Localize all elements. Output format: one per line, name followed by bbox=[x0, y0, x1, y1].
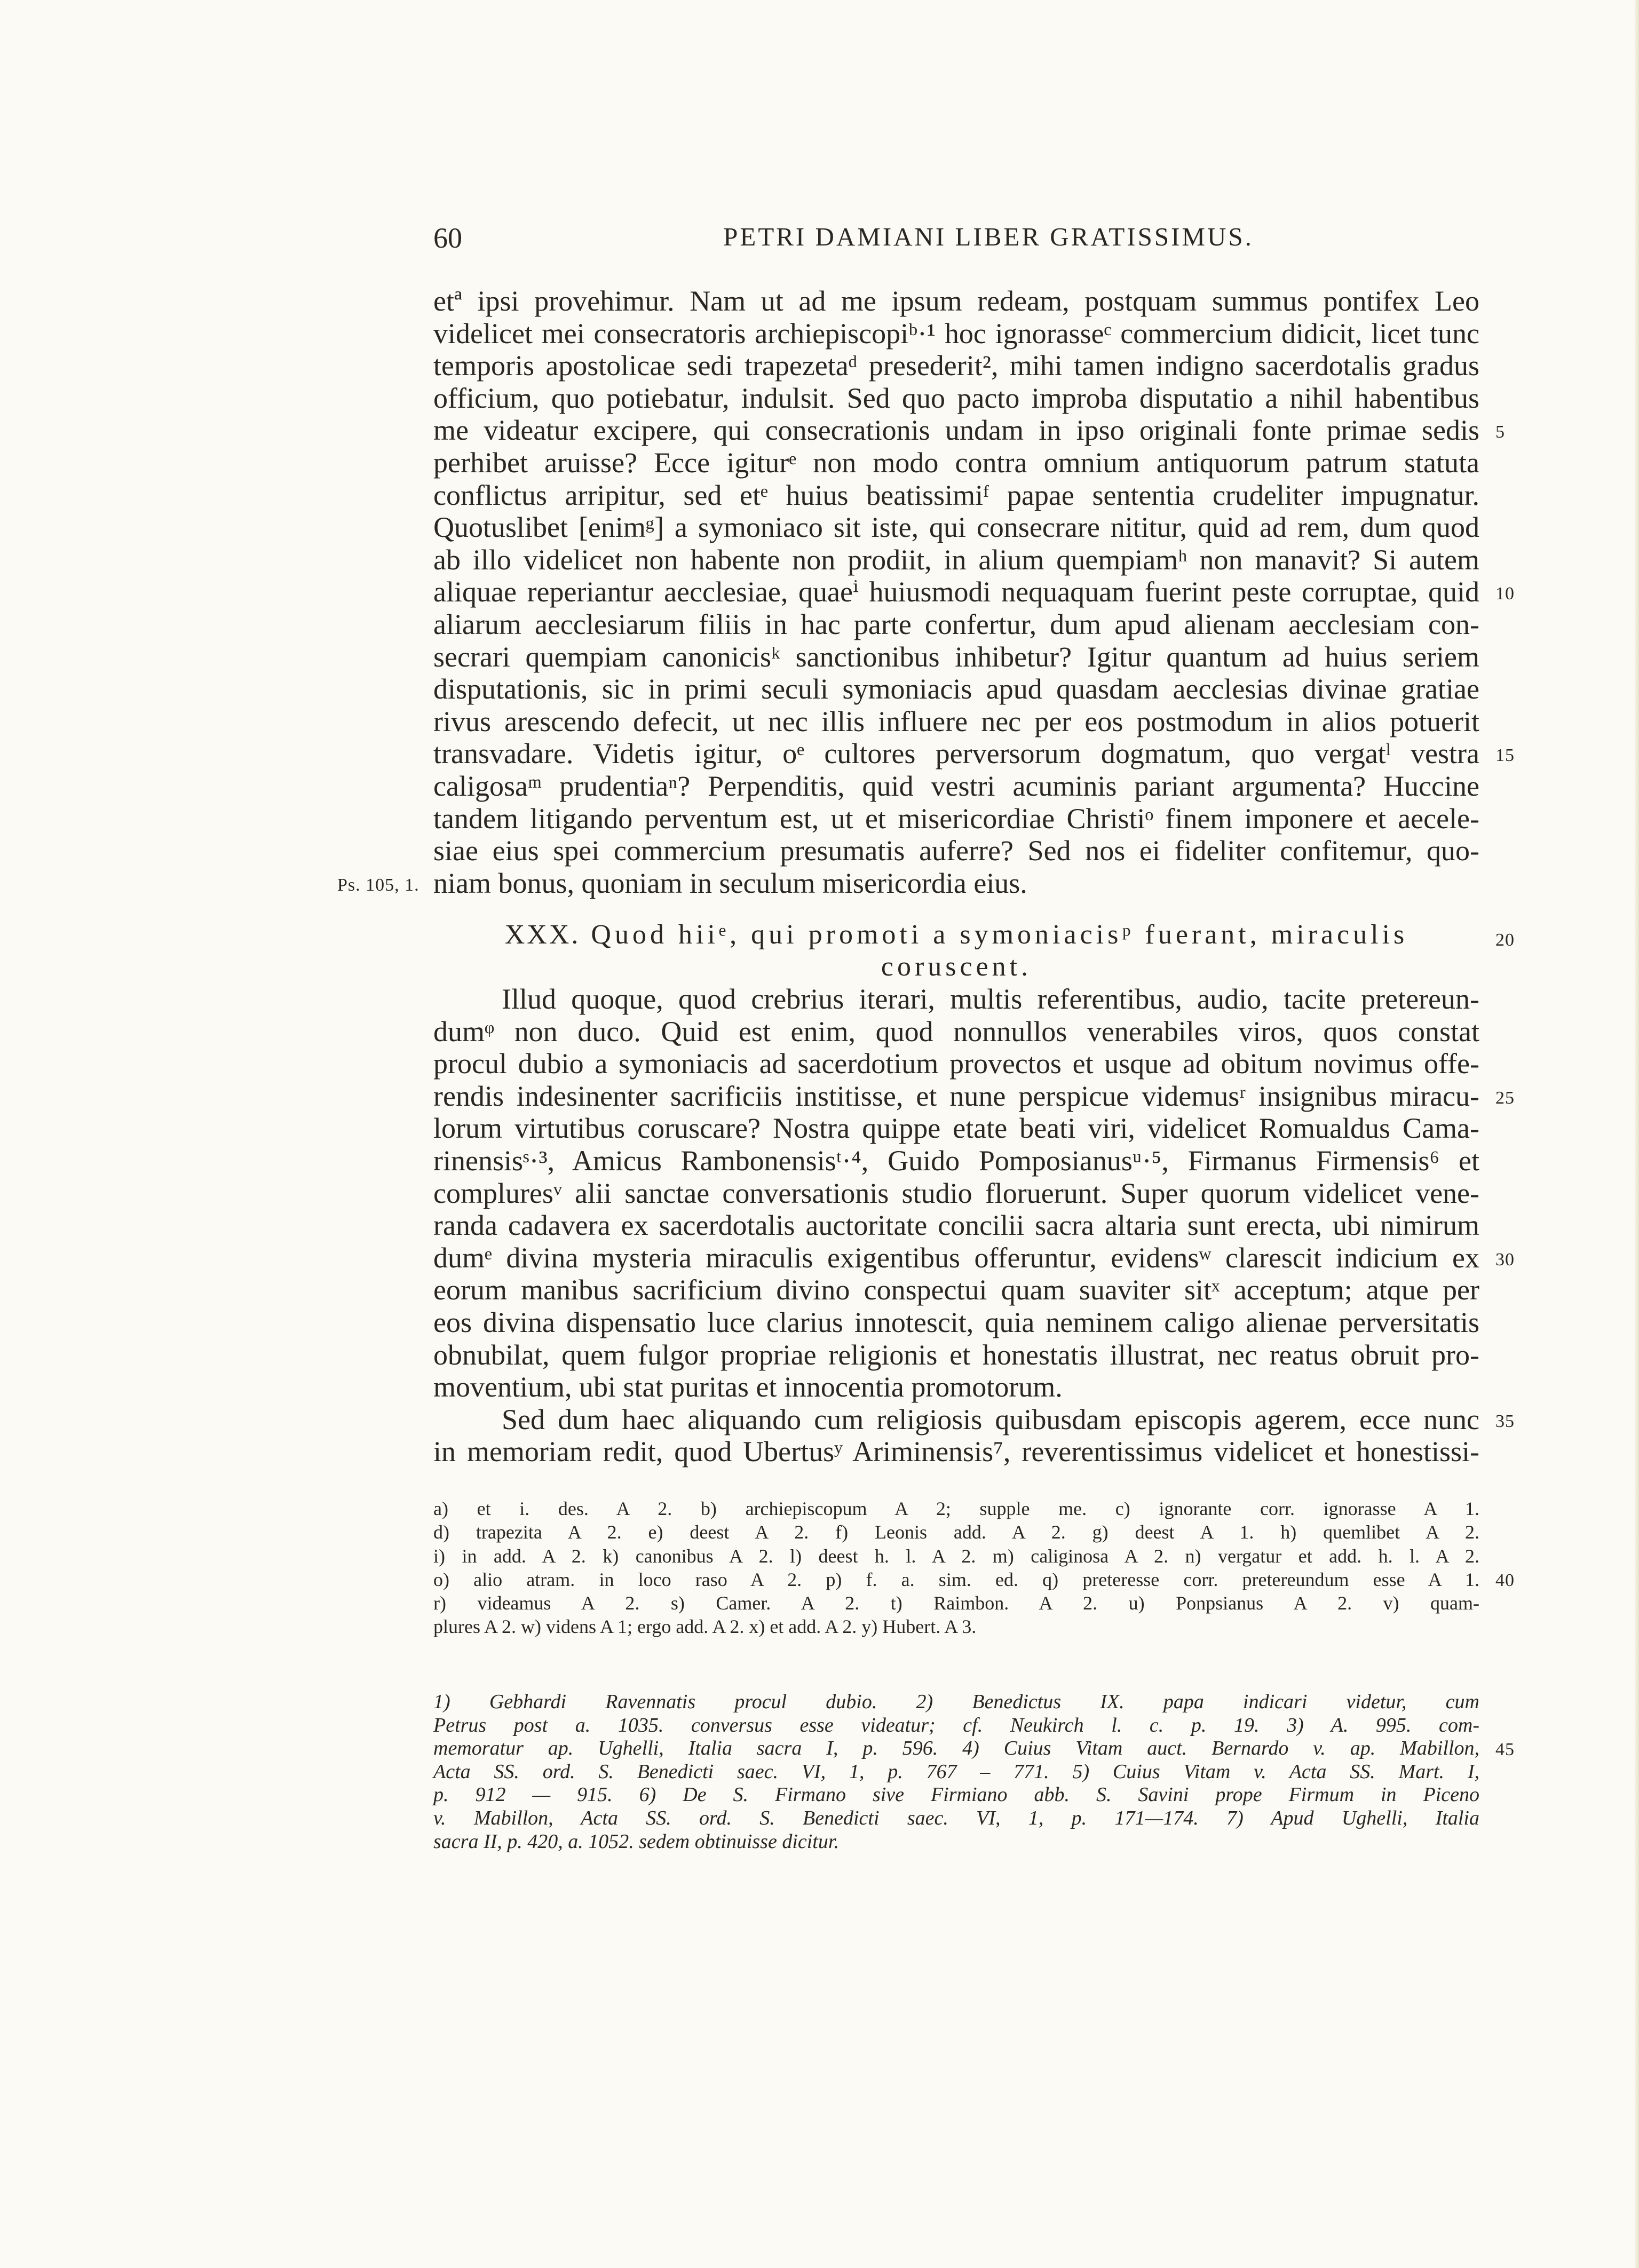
line-number: 40 bbox=[1495, 1570, 1515, 1590]
variant-line: a) et i. des. A 2. b) archiepiscopum A 2; supple me. c) ignorante corr. ignorasse A 1. bbox=[433, 1498, 1479, 1519]
footnote-line: Petrus post a. 1035. conversus esse videatur; cf. Neukirch l. c. p. 19. 3) A. 995. com- bbox=[433, 1714, 1479, 1736]
psalm-reference: Ps. 105, 1. bbox=[337, 875, 419, 895]
running-head: PETRI DAMIANI LIBER GRATISSIMUS. bbox=[723, 222, 1254, 251]
page-edge bbox=[1634, 0, 1639, 2268]
text-line: compluresᵛ alii sanctae conversationis studio floruerunt. Super quorum videlicet vene- bbox=[433, 1177, 1479, 1209]
text-line: eorum manibus sacrificium divino conspectui quam suaviter sitˣ acceptum; atque per bbox=[433, 1274, 1479, 1306]
footnote-line: sacra II, p. 420, a. 1052. sedem obtinuisse dicitur. bbox=[433, 1830, 839, 1853]
line-number: 10 bbox=[1495, 584, 1515, 604]
page-header bbox=[433, 221, 1479, 264]
footnote-line: Acta SS. ord. S. Benedicti saec. VI, 1, p. 767 – 771. 5) Cuius Vitam v. Acta SS. Mart. I, bbox=[433, 1760, 1479, 1783]
text-line: eos divina dispensatio luce clarius innotescit, quia neminem caligo alienae perversitatis bbox=[433, 1306, 1479, 1338]
text-line: aliquae reperiantur aecclesiae, quaeⁱ huiusmodi nequaquam fuerint peste corruptae, quid 10 bbox=[433, 576, 1479, 608]
chapter-title: Quod hiiᵉ, qui promoti a symoniacisᵖ fuerant, miraculis bbox=[591, 919, 1408, 950]
text-line: Illud quoque, quod crebrius iterari, multis referentibus, audio, tacite pretereun- bbox=[502, 983, 1479, 1015]
text-line: Sed dum haec aliquando cum religiosis quibusdam episcopis agerem, ecce nunc 35 bbox=[433, 1403, 1479, 1436]
text-line: moventium, ubi stat puritas et innocentia promotorum. bbox=[433, 1371, 1063, 1403]
line-number: 35 bbox=[1495, 1411, 1515, 1431]
text-line: videlicet mei consecratoris archiepiscopiᵇ·¹ hoc ignorasseᶜ commercium didicit, licet tunc bbox=[433, 317, 1479, 350]
footnote-line: v. Mabillon, Acta SS. ord. S. Benedicti saec. VI, 1, p. 171—174. 7) Apud Ughelli, Italia bbox=[433, 1806, 1479, 1829]
chapter-title-line: coruscent. bbox=[881, 951, 1032, 982]
text-line: me videatur excipere, qui consecrationis undam in ipso originali fonte primae sedis 5 bbox=[433, 414, 1479, 447]
variant-line: plures A 2. w) videns A 1; ergo add. A 2. x) et add. A 2. y) Hubert. A 3. bbox=[433, 1616, 977, 1638]
text-line: etª ipsi provehimur. Nam ut ad me ipsum redeam, postquam summus pontifex Leo bbox=[433, 285, 1479, 317]
chapter-number: XXX. bbox=[504, 919, 581, 950]
text-line: procul dubio a symoniacis ad sacerdotium provectos et usque ad obitum novimus offe- bbox=[433, 1048, 1479, 1080]
variant-line: i) in add. A 2. k) canonibus A 2. l) deest h. l. A 2. m) caliginosa A 2. n) vergatur et add. h. l. A 2. bbox=[433, 1545, 1479, 1567]
variant-line: r) videamus A 2. s) Camer. A 2. t) Raimbon. A 2. u) Ponpsianus A 2. v) quam- bbox=[433, 1592, 1479, 1614]
text-line: rinensisˢ·³, Amicus Rambonensisᵗ·⁴, Guido Pomposianusᵘ·⁵, Firmanus Firmensis⁶ et bbox=[433, 1144, 1479, 1177]
text-line: caligosaᵐ prudentiaⁿ? Perpenditis, quid vestri acuminis pariant argumenta? Huccine bbox=[433, 770, 1479, 802]
footnote-line: p. 912 — 915. 6) De S. Firmano sive Firmiano abb. S. Savini prope Firmum in Piceno bbox=[433, 1783, 1479, 1806]
text-line: Ps. 105, 1. niam bonus, quoniam in seculum misericordia eius. bbox=[433, 867, 1479, 900]
text-line: dumᵠ non duco. Quid est enim, quod nonnullos venerabiles viros, quos constat bbox=[433, 1015, 1479, 1048]
text-line: officium, quo potiebatur, indulsit. Sed quo pacto improba disputatio a nihil habentibus bbox=[433, 382, 1479, 414]
text-line: transvadare. Videtis igitur, oᵉ cultores perversorum dogmatum, quo vergatˡ vestra 15 bbox=[433, 738, 1479, 770]
text-line: randa cadavera ex sacerdotalis auctoritate concilii sacra altaria sunt erecta, ubi nimirum bbox=[433, 1209, 1479, 1242]
text-line: ab illo videlicet non habente non prodiit, in alium quempiamʰ non manavit? Si autem bbox=[433, 543, 1479, 576]
text-line: secrari quempiam canonicisᵏ sanctionibus inhibetur? Igitur quantum ad huius seriem bbox=[433, 640, 1479, 673]
line-number: 15 bbox=[1495, 746, 1515, 766]
chapter-text bbox=[433, 983, 1515, 1468]
variant-line: o) alio atram. in loco raso A 2. p) f. a. sim. ed. q) preteresse corr. pretereundum esse A 1. 40 bbox=[433, 1568, 1479, 1591]
line-number: 20 bbox=[1495, 930, 1515, 950]
text-line: siae eius spei commercium presumatis auferre? Sed nos ei fideliter confitemur, quo- bbox=[433, 835, 1479, 867]
chapter-title-line bbox=[433, 919, 1515, 951]
text-line: disputationis, sic in primi seculi symoniacis apud quasdam aecclesias divinae gratiae bbox=[433, 673, 1479, 705]
line-number: 25 bbox=[1495, 1088, 1515, 1108]
main-text bbox=[337, 285, 1515, 899]
text-line: lorum virtutibus coruscare? Nostra quippe etate beati viri, videlicet Romualdus Cama- bbox=[433, 1112, 1479, 1145]
text-line: in memoriam redit, quod Ubertusʸ Ariminensis⁷, reverentissimus videlicet et honestissi- bbox=[433, 1436, 1479, 1468]
text-line: rivus arescendo defecit, ut nec illis influere nec per eos postmodum in alios potuerit bbox=[433, 705, 1479, 738]
footnote-line: memoratur ap. Ughelli, Italia sacra I, p. 596. 4) Cuius Vitam auct. Bernardo v. ap. Mabillon, 45 bbox=[433, 1737, 1479, 1761]
text-line: aliarum aecclesiarum filiis in hac parte confertur, dum apud alienam aecclesiam con- bbox=[433, 608, 1479, 640]
text-line: Quotuslibet [enimᵍ] a symoniaco sit iste, qui consecrare nititur, quid ad rem, dum quod bbox=[433, 511, 1479, 544]
text-line: obnubilat, quem fulgor propriae religionis et honestatis illustrat, nec reatus obruit pro- bbox=[433, 1338, 1479, 1371]
line-number: 5 bbox=[1495, 422, 1505, 442]
line-number: 30 bbox=[1495, 1249, 1515, 1270]
variants-apparatus bbox=[433, 1497, 1515, 1639]
page-number: 60 bbox=[433, 222, 462, 254]
text-line: dumᵉ divina mysteria miraculis exigentibus offeruntur, evidensʷ clarescit indicium ex 30 bbox=[433, 1242, 1479, 1274]
line-number: 45 bbox=[1495, 1740, 1515, 1760]
chapter-heading bbox=[433, 919, 1515, 983]
text-line: rendis indesinenter sacrificiis institisse, et nune perspicue videmusʳ insignibus miracu- 25 bbox=[433, 1080, 1479, 1113]
variant-line: d) trapezita A 2. e) deest A 2. f) Leonis add. A 2. g) deest A 1. h) quemlibet A 2. bbox=[433, 1521, 1479, 1543]
footnote-line: 1) Gebhardi Ravennatis procul dubio. 2) Benedictus IX. papa indicari videtur, cum bbox=[433, 1691, 1479, 1713]
text-line: conflictus arripitur, sed etᵉ huius beatissimiᶠ papae sententia crudeliter impugnatur. bbox=[433, 479, 1479, 511]
text-line: perhibet aruisse? Ecce igiturᵉ non modo contra omnium antiquorum patrum statuta bbox=[433, 446, 1479, 479]
text-line: temporis apostolicae sedi trapezetaᵈ presederit², mihi tamen indigno sacerdotalis gradus bbox=[433, 350, 1479, 382]
footnotes bbox=[433, 1691, 1515, 1853]
text-line: tandem litigando perventum est, ut et misericordiae Christiᵒ finem imponere et aecele- bbox=[433, 802, 1479, 835]
